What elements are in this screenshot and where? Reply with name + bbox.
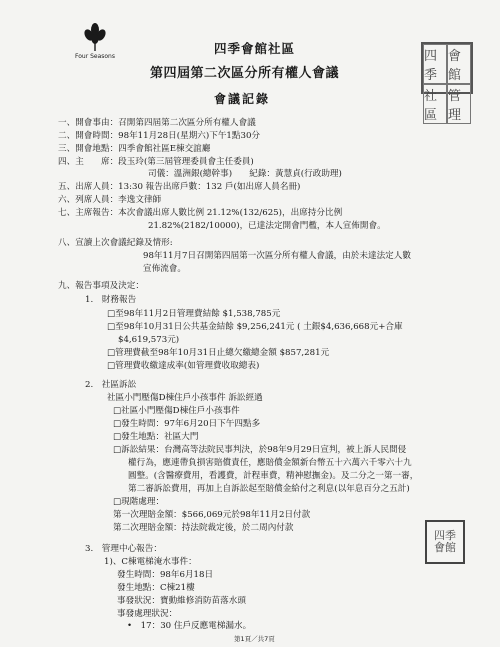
item-observers: 六、列席人員：李逸文律師 [58,195,162,205]
litigation-place: □發生地點：社區大門 [113,432,199,442]
litigation-result: □訴訟結果：台灣高等法院民事判決，於98年9月29日宣判，被上訴人民間侵 [113,445,407,455]
finance-public-fund-cont: $4,619,573元) [118,335,180,345]
small-seal-stamp [425,520,465,564]
seal-char: 會館 [434,541,456,554]
seal-char: 管理 [447,84,471,124]
litigation-time: □發生時間：97年6月20日下午四點多 [113,419,261,429]
elevator-incident-bullet: • 17：30 住戶反應電梯漏水。 [127,621,252,631]
elevator-incident-time: 發生時間：98年6月18日 [117,570,214,580]
finance-public-fund: □至98年10月31日公共基金結餘 $9,256,241元 ( 土銀$4,636,668元+合庫 [107,322,403,332]
item-attendees: 五、出席人員：13:30 報告出席戶數：132 戶(如出席人員名冊) [58,182,301,192]
finance-collection-rate: □管理費收繳達成率(如管理費收取總表) [107,361,260,371]
community-title: 四季會館社區 [214,41,296,56]
report-management-heading: 3. 管理中心報告： [85,544,162,554]
report-finance-heading: 1. 財務報告 [85,295,137,305]
seal-char: 社區 [423,84,447,124]
item-reports: 九、報告事項及決定： [58,281,144,291]
item-chair: 四、主 席：段玉玲(第三屆管理委員會主任委員) [58,157,254,167]
page-footer: 第1頁／共7頁 [234,635,275,643]
item-mc-recorder: 司儀：溫洲銀(總幹事) 紀錄：黃慧貞(行政助理) [148,169,342,179]
seal-char: 四季 [434,529,456,542]
litigation-event: □社區小門壓傷D棟住戶小孩事件 [113,406,240,416]
previous-minutes-text-cont: 宣佈流會。 [143,264,186,274]
report-litigation-heading: 2. 社區訴訟 [85,380,137,390]
litigation-result-cont3: 第二審訴訟費用，再加上自訴訟起至賠償金給付之利息(以年息百分之五計) [128,484,410,494]
previous-minutes-text: 98年11月7日召開第四屆第一次區分所有權人會議，由於未達法定人數 [143,251,411,261]
item-chair-report: 七、主席報告：本次會議出席人數比例 21.12%(132/625)，出席持分比例 [58,208,343,218]
item-previous-minutes: 八、宣讀上次會議紀錄及情形: [58,238,173,248]
four-seasons-logo [70,22,120,60]
elevator-incident-heading: 1)、C棟電梯淹水事件： [104,557,197,567]
finance-management-balance: □至98年11月2日管理費結餘 $1,538,785元 [107,309,281,319]
litigation-current-handling: □現階處理： [113,497,165,507]
item-time: 二、開會時間：98年11月28日(星期六)下午1點30分 [58,131,261,141]
finance-arrears: □管理費截至98年10月31日止總欠繳總金額 $857,281元 [107,348,330,358]
litigation-subtitle: 社區小門壓傷D棟住戶小孩事件 訴訟經過 [107,393,263,403]
seal-char: 四季 [423,44,447,84]
elevator-incident-handling: 事發處理狀況： [117,609,178,619]
item-reason: 一、開會事由：召開第四屆第二次區分所有權人會議 [58,118,256,128]
meeting-title: 第四屆第二次區分所有權人會議 [150,66,340,81]
litigation-result-cont1: 權行為，應連帶負損害賠償責任，應賠償金額新台幣五十六萬六千零六十九 [128,458,412,468]
elevator-incident-place: 發生地點：C棟21樓 [117,583,195,593]
item-place: 三、開會地點：四季會館社區E棟交誼廳 [58,144,211,154]
litigation-result-cont2: 圓整。(含醫療費用，看護費，計程車費，精神慰撫金)。及二分之一第一審， [128,471,419,481]
logo-brand-text: Four Seasons [75,53,115,60]
community-seal-stamp [421,42,473,123]
litigation-second-payment: 第二次理賠金額：持法院裁定後，於二周內付款 [113,523,294,533]
litigation-first-payment: 第一次理賠金額：$566,069元於98年11月2日付款 [113,510,311,520]
elevator-incident-situation: 事發狀況：寶動維修消防苗落水頭 [117,596,246,606]
seal-char: 會館 [447,44,471,84]
item-chair-report-cont: 21.82%(2182/10000)，已達法定開會門檻，本人宣佈開會。 [148,221,386,231]
flower-icon [83,22,107,52]
doc-type-title: 會議記錄 [214,92,271,106]
